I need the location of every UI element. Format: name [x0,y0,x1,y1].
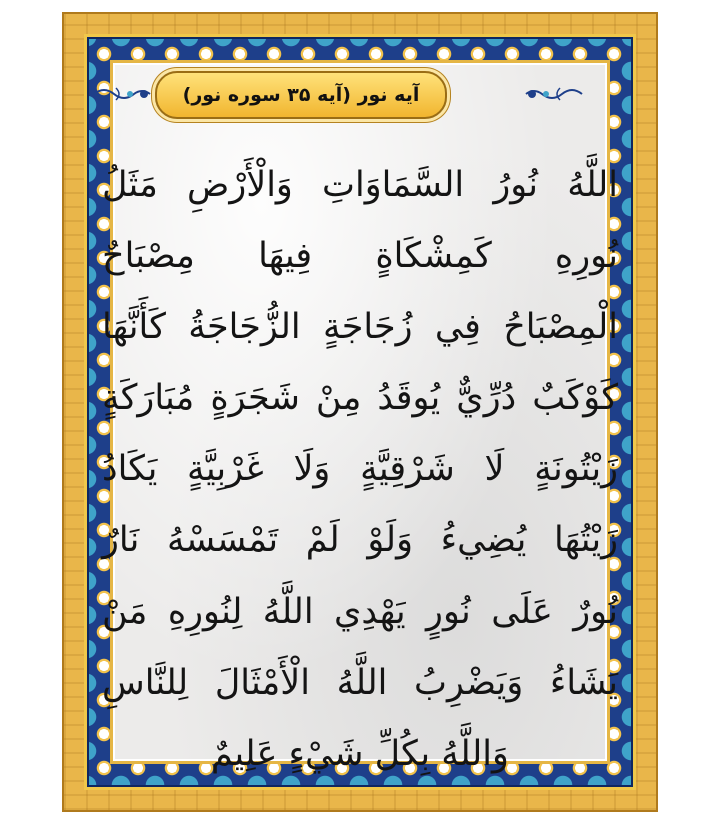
arabesque-ornament-icon [92,84,152,104]
verse-line: يَشَاءُ وَيَضْرِبُ اللَّهُ الْأَمْثَالَ لِلنَّاسِ [102,662,618,703]
verse-line: زَيْتُهَا يُضِيءُ وَلَوْ لَمْ تَمْسَسْهُ نَارٌ [102,520,618,561]
verse-line: الْمِصْبَاحُ فِي زُجَاجَةٍ الزُّجَاجَةُ كَأَنَّهَا [102,307,618,348]
verse-text [102,150,618,790]
verse-line: وَاللَّهُ بِكُلِّ شَيْءٍ عَلِيمٌ [211,733,509,774]
page-title: آیه نور (آیه ۳۵ سوره نور) [182,84,420,106]
verse-line: زَيْتُونَةٍ لَا شَرْقِيَّةٍ وَلَا غَرْبِيَّةٍ يَكَادُ [102,449,618,490]
title-badge [155,71,447,119]
verse-line: نُورٌ عَلَى نُورٍ يَهْدِي اللَّهُ لِنُورِهِ مَنْ [102,591,618,632]
verse-line: كَوْكَبٌ دُرِّيٌّ يُوقَدُ مِنْ شَجَرَةٍ مُبَارَكَةٍ [102,378,618,419]
verse-line: اللَّهُ نُورُ السَّمَاوَاتِ وَالْأَرْضِ مَثَلُ [102,165,618,205]
arabesque-ornament-icon [524,84,584,104]
verse-line: نُورِهِ كَمِشْكَاةٍ فِيهَا مِصْبَاحٌ [102,236,618,277]
